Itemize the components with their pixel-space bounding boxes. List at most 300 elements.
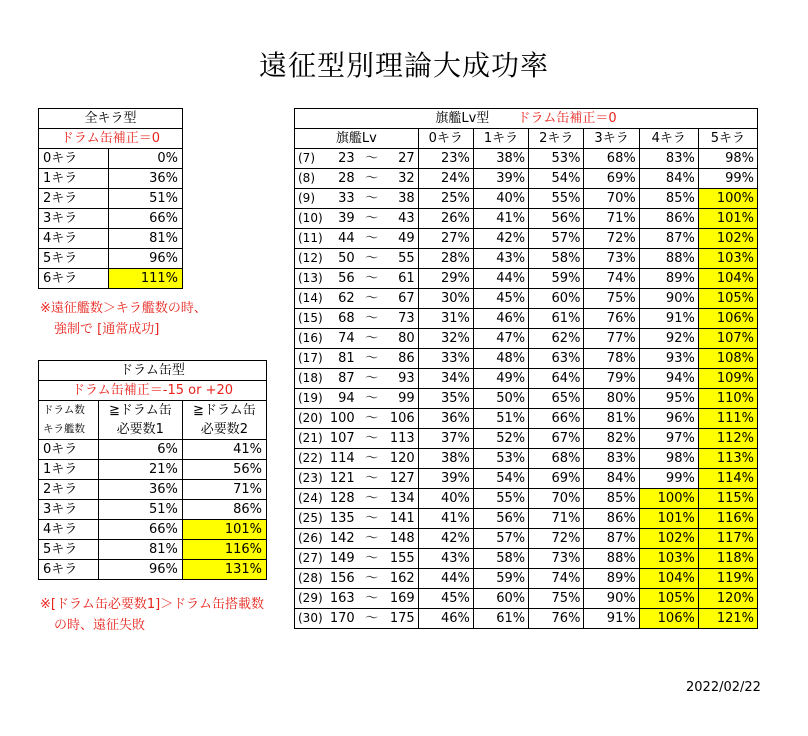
flagship-value: 107% xyxy=(698,329,757,349)
flagship-value: 86% xyxy=(584,509,639,529)
flagship-lv-min: 28 xyxy=(326,169,358,189)
flagship-value: 96% xyxy=(639,409,698,429)
flagship-lv-tilde: ～ xyxy=(358,529,386,549)
drum-value-2: 101% xyxy=(182,520,266,540)
flagship-value: 59% xyxy=(529,269,584,289)
all-kira-row xyxy=(39,269,183,289)
flagship-value: 89% xyxy=(639,269,698,289)
flagship-value: 33% xyxy=(418,349,473,369)
flagship-value: 28% xyxy=(418,249,473,269)
flagship-value: 46% xyxy=(418,609,473,629)
flagship-lv-min: 128 xyxy=(326,489,358,509)
flagship-lv-min: 68 xyxy=(326,309,358,329)
flagship-value: 25% xyxy=(418,189,473,209)
flagship-lv-max: 43 xyxy=(386,209,419,229)
all-kira-row xyxy=(39,169,183,189)
flagship-row xyxy=(295,429,758,449)
flagship-lv-max: 93 xyxy=(386,369,419,389)
flagship-lv-min: 170 xyxy=(326,609,358,629)
flagship-row-index: (12) xyxy=(295,249,326,269)
flagship-lv-max: 127 xyxy=(386,469,419,489)
all-kira-value: 66% xyxy=(108,209,182,229)
flagship-value: 56% xyxy=(473,509,528,529)
all-kira-row xyxy=(39,189,183,209)
flagship-row-index: (17) xyxy=(295,349,326,369)
drum-row xyxy=(39,520,267,540)
flagship-lv-min: 149 xyxy=(326,549,358,569)
flagship-lv-tilde: ～ xyxy=(358,409,386,429)
flagship-lv-tilde: ～ xyxy=(358,609,386,629)
flagship-value: 98% xyxy=(698,149,757,169)
flagship-value: 46% xyxy=(473,309,528,329)
all-kira-label: 1キラ xyxy=(39,169,109,189)
flagship-col-lv: 旗艦Lv xyxy=(295,129,419,149)
flagship-value: 112% xyxy=(698,429,757,449)
flagship-value: 85% xyxy=(584,489,639,509)
flagship-value: 61% xyxy=(529,309,584,329)
flagship-value: 76% xyxy=(529,609,584,629)
flagship-row-index: (13) xyxy=(295,269,326,289)
flagship-lv-min: 23 xyxy=(326,149,358,169)
flagship-value: 58% xyxy=(529,249,584,269)
flagship-lv-min: 142 xyxy=(326,529,358,549)
drum-label: 5キラ xyxy=(39,540,99,560)
flagship-value: 54% xyxy=(529,169,584,189)
flagship-lv-min: 156 xyxy=(326,569,358,589)
flagship-value: 104% xyxy=(639,569,698,589)
drum-row xyxy=(39,540,267,560)
flagship-value: 83% xyxy=(639,149,698,169)
flagship-value: 55% xyxy=(529,189,584,209)
flagship-lv-max: 169 xyxy=(386,589,419,609)
drum-col-label-top: ドラム数 xyxy=(39,401,99,421)
flagship-row-index: (28) xyxy=(295,569,326,589)
all-kira-row xyxy=(39,249,183,269)
flagship-table xyxy=(294,108,758,629)
all-kira-subheader: ドラム缶補正＝0 xyxy=(39,129,183,149)
flagship-value: 114% xyxy=(698,469,757,489)
flagship-lv-min: 33 xyxy=(326,189,358,209)
flagship-value: 81% xyxy=(584,409,639,429)
flagship-value: 87% xyxy=(639,229,698,249)
flagship-value: 105% xyxy=(698,289,757,309)
drum-label: 6キラ xyxy=(39,560,99,580)
flagship-row-index: (21) xyxy=(295,429,326,449)
flagship-value: 50% xyxy=(473,389,528,409)
flagship-row xyxy=(295,209,758,229)
flagship-value: 90% xyxy=(584,589,639,609)
flagship-value: 100% xyxy=(639,489,698,509)
flagship-value: 95% xyxy=(639,389,698,409)
flagship-value: 41% xyxy=(473,209,528,229)
flagship-value: 80% xyxy=(584,389,639,409)
flagship-lv-max: 134 xyxy=(386,489,419,509)
flagship-value: 38% xyxy=(418,449,473,469)
flagship-lv-max: 27 xyxy=(386,149,419,169)
flagship-value: 40% xyxy=(473,189,528,209)
flagship-row-index: (16) xyxy=(295,329,326,349)
flagship-value: 47% xyxy=(473,329,528,349)
drum-value-2: 41% xyxy=(182,440,266,460)
flagship-value: 113% xyxy=(698,449,757,469)
flagship-value: 79% xyxy=(584,369,639,389)
flagship-value: 118% xyxy=(698,549,757,569)
flagship-lv-tilde: ～ xyxy=(358,209,386,229)
flagship-lv-min: 81 xyxy=(326,349,358,369)
flagship-row-index: (24) xyxy=(295,489,326,509)
flagship-lv-min: 39 xyxy=(326,209,358,229)
all-kira-row xyxy=(39,229,183,249)
flagship-value: 106% xyxy=(639,609,698,629)
flagship-row xyxy=(295,269,758,289)
flagship-row-index: (26) xyxy=(295,529,326,549)
flagship-value: 83% xyxy=(584,449,639,469)
drum-label: 0キラ xyxy=(39,440,99,460)
flagship-row xyxy=(295,289,758,309)
flagship-lv-tilde: ～ xyxy=(358,589,386,609)
flagship-lv-max: 73 xyxy=(386,309,419,329)
flagship-value: 57% xyxy=(529,229,584,249)
flagship-value: 42% xyxy=(418,529,473,549)
flagship-lv-min: 62 xyxy=(326,289,358,309)
flagship-value: 101% xyxy=(698,209,757,229)
page-title: 遠征型別理論大成功率 xyxy=(258,49,549,82)
flagship-value: 61% xyxy=(473,609,528,629)
flagship-col-header: 5キラ xyxy=(698,129,757,149)
flagship-lv-tilde: ～ xyxy=(358,229,386,249)
drum-value-1: 21% xyxy=(98,460,182,480)
all-kira-label: 0キラ xyxy=(39,149,109,169)
flagship-lv-max: 86 xyxy=(386,349,419,369)
flagship-lv-min: 44 xyxy=(326,229,358,249)
flagship-lv-max: 120 xyxy=(386,449,419,469)
flagship-header: 旗艦Lv型 xyxy=(435,111,490,126)
flagship-lv-tilde: ～ xyxy=(358,429,386,449)
flagship-value: 91% xyxy=(639,309,698,329)
flagship-row-index: (14) xyxy=(295,289,326,309)
flagship-value: 57% xyxy=(473,529,528,549)
flagship-value: 71% xyxy=(529,509,584,529)
flagship-value: 99% xyxy=(698,169,757,189)
flagship-value: 87% xyxy=(584,529,639,549)
flagship-value: 110% xyxy=(698,389,757,409)
flagship-lv-max: 148 xyxy=(386,529,419,549)
drum-subheader: ドラム缶補正＝-15 or +20 xyxy=(39,381,267,401)
flagship-value: 60% xyxy=(473,589,528,609)
flagship-subheader: ドラム缶補正＝0 xyxy=(517,111,617,126)
all-kira-value: 36% xyxy=(108,169,182,189)
flagship-value: 32% xyxy=(418,329,473,349)
all-kira-note xyxy=(40,298,207,340)
flagship-lv-tilde: ～ xyxy=(358,309,386,329)
drum-note-line2: の時、遠征失敗 xyxy=(54,618,146,633)
flagship-value: 117% xyxy=(698,529,757,549)
flagship-value: 53% xyxy=(473,449,528,469)
drum-row xyxy=(39,480,267,500)
flagship-value: 70% xyxy=(529,489,584,509)
flagship-value: 89% xyxy=(584,569,639,589)
flagship-value: 111% xyxy=(698,409,757,429)
drum-value-2: 56% xyxy=(182,460,266,480)
flagship-value: 115% xyxy=(698,489,757,509)
flagship-lv-tilde: ～ xyxy=(358,289,386,309)
all-kira-label: 6キラ xyxy=(39,269,109,289)
drum-value-2: 86% xyxy=(182,500,266,520)
flagship-value: 24% xyxy=(418,169,473,189)
flagship-value: 121% xyxy=(698,609,757,629)
flagship-lv-min: 50 xyxy=(326,249,358,269)
flagship-lv-tilde: ～ xyxy=(358,269,386,289)
flagship-col-header: 3キラ xyxy=(584,129,639,149)
all-kira-table xyxy=(38,108,183,289)
drum-value-2: 116% xyxy=(182,540,266,560)
flagship-value: 119% xyxy=(698,569,757,589)
flagship-value: 86% xyxy=(639,209,698,229)
flagship-value: 65% xyxy=(529,389,584,409)
flagship-row xyxy=(295,309,758,329)
flagship-value: 77% xyxy=(584,329,639,349)
flagship-value: 74% xyxy=(529,569,584,589)
flagship-row xyxy=(295,449,758,469)
flagship-value: 62% xyxy=(529,329,584,349)
drum-row xyxy=(39,560,267,580)
flagship-value: 102% xyxy=(698,229,757,249)
all-kira-note-line1: ※遠征艦数＞キラ艦数の時、 xyxy=(40,301,207,316)
drum-col2-top: ≧ドラム缶 xyxy=(182,401,266,421)
flagship-row-index: (27) xyxy=(295,549,326,569)
flagship-value: 116% xyxy=(698,509,757,529)
flagship-value: 72% xyxy=(584,229,639,249)
flagship-value: 103% xyxy=(698,249,757,269)
flagship-lv-max: 32 xyxy=(386,169,419,189)
flagship-col-header: 2キラ xyxy=(529,129,584,149)
flagship-row-index: (30) xyxy=(295,609,326,629)
flagship-lv-max: 106 xyxy=(386,409,419,429)
flagship-value: 58% xyxy=(473,549,528,569)
flagship-value: 45% xyxy=(473,289,528,309)
flagship-lv-tilde: ～ xyxy=(358,189,386,209)
flagship-row xyxy=(295,329,758,349)
flagship-col-header: 4キラ xyxy=(639,129,698,149)
flagship-value: 51% xyxy=(473,409,528,429)
drum-note-line1: ※[ドラム缶必要数1]＞ドラム缶搭載数 xyxy=(40,597,265,612)
flagship-lv-min: 135 xyxy=(326,509,358,529)
flagship-value: 56% xyxy=(529,209,584,229)
flagship-lv-tilde: ～ xyxy=(358,349,386,369)
flagship-lv-max: 155 xyxy=(386,549,419,569)
all-kira-value: 0% xyxy=(108,149,182,169)
flagship-row-index: (23) xyxy=(295,469,326,489)
flagship-value: 40% xyxy=(418,489,473,509)
flagship-value: 105% xyxy=(639,589,698,609)
drum-value-1: 81% xyxy=(98,540,182,560)
flagship-lv-min: 163 xyxy=(326,589,358,609)
flagship-value: 74% xyxy=(584,269,639,289)
flagship-lv-max: 175 xyxy=(386,609,419,629)
drum-row xyxy=(39,440,267,460)
flagship-row xyxy=(295,469,758,489)
flagship-lv-tilde: ～ xyxy=(358,569,386,589)
flagship-lv-tilde: ～ xyxy=(358,369,386,389)
flagship-lv-tilde: ～ xyxy=(358,469,386,489)
flagship-lv-max: 67 xyxy=(386,289,419,309)
flagship-value: 52% xyxy=(473,429,528,449)
flagship-row xyxy=(295,249,758,269)
flagship-row-index: (15) xyxy=(295,309,326,329)
all-kira-header: 全キラ型 xyxy=(39,109,183,129)
drum-header: ドラム缶型 xyxy=(39,361,267,381)
drum-value-1: 6% xyxy=(98,440,182,460)
flagship-lv-max: 61 xyxy=(386,269,419,289)
drum-table xyxy=(38,360,267,580)
flagship-value: 41% xyxy=(418,509,473,529)
flagship-value: 104% xyxy=(698,269,757,289)
flagship-row-index: (8) xyxy=(295,169,326,189)
flagship-lv-tilde: ～ xyxy=(358,169,386,189)
date-label: 2022/02/22 xyxy=(686,680,761,695)
flagship-col-header: 1キラ xyxy=(473,129,528,149)
drum-label: 2キラ xyxy=(39,480,99,500)
flagship-value: 97% xyxy=(639,429,698,449)
flagship-lv-min: 87 xyxy=(326,369,358,389)
flagship-header-row xyxy=(295,109,758,129)
flagship-row xyxy=(295,549,758,569)
flagship-row xyxy=(295,569,758,589)
flagship-row-index: (18) xyxy=(295,369,326,389)
flagship-value: 48% xyxy=(473,349,528,369)
flagship-value: 60% xyxy=(529,289,584,309)
flagship-value: 78% xyxy=(584,349,639,369)
flagship-value: 99% xyxy=(639,469,698,489)
flagship-lv-max: 113 xyxy=(386,429,419,449)
flagship-lv-min: 74 xyxy=(326,329,358,349)
flagship-lv-min: 100 xyxy=(326,409,358,429)
drum-row xyxy=(39,500,267,520)
flagship-row-index: (7) xyxy=(295,149,326,169)
flagship-lv-tilde: ～ xyxy=(358,329,386,349)
flagship-value: 108% xyxy=(698,349,757,369)
flagship-row xyxy=(295,189,758,209)
flagship-lv-max: 162 xyxy=(386,569,419,589)
flagship-lv-tilde: ～ xyxy=(358,149,386,169)
flagship-value: 70% xyxy=(584,189,639,209)
flagship-row-index: (9) xyxy=(295,189,326,209)
flagship-value: 53% xyxy=(529,149,584,169)
drum-value-2: 131% xyxy=(182,560,266,580)
drum-value-1: 36% xyxy=(98,480,182,500)
flagship-row xyxy=(295,149,758,169)
drum-col1-bottom: 必要数1 xyxy=(98,420,182,440)
flagship-lv-min: 107 xyxy=(326,429,358,449)
flagship-row xyxy=(295,409,758,429)
flagship-lv-tilde: ～ xyxy=(358,389,386,409)
flagship-value: 59% xyxy=(473,569,528,589)
flagship-value: 49% xyxy=(473,369,528,389)
flagship-row xyxy=(295,609,758,629)
flagship-row xyxy=(295,369,758,389)
flagship-value: 73% xyxy=(529,549,584,569)
flagship-row xyxy=(295,229,758,249)
flagship-lv-tilde: ～ xyxy=(358,249,386,269)
flagship-value: 36% xyxy=(418,409,473,429)
flagship-value: 100% xyxy=(698,189,757,209)
flagship-row xyxy=(295,489,758,509)
flagship-value: 29% xyxy=(418,269,473,289)
drum-col1-top: ≧ドラム缶 xyxy=(98,401,182,421)
flagship-row xyxy=(295,169,758,189)
flagship-value: 44% xyxy=(473,269,528,289)
flagship-value: 30% xyxy=(418,289,473,309)
all-kira-note-line2: 強制で [通常成功] xyxy=(54,322,160,337)
all-kira-row xyxy=(39,149,183,169)
drum-value-2: 71% xyxy=(182,480,266,500)
flagship-value: 54% xyxy=(473,469,528,489)
flagship-col-header: 0キラ xyxy=(418,129,473,149)
flagship-lv-min: 121 xyxy=(326,469,358,489)
flagship-value: 37% xyxy=(418,429,473,449)
flagship-lv-max: 141 xyxy=(386,509,419,529)
flagship-value: 63% xyxy=(529,349,584,369)
flagship-lv-max: 55 xyxy=(386,249,419,269)
all-kira-value: 51% xyxy=(108,189,182,209)
drum-label: 1キラ xyxy=(39,460,99,480)
flagship-value: 55% xyxy=(473,489,528,509)
flagship-value: 38% xyxy=(473,149,528,169)
flagship-value: 42% xyxy=(473,229,528,249)
flagship-value: 109% xyxy=(698,369,757,389)
flagship-value: 64% xyxy=(529,369,584,389)
all-kira-value: 111% xyxy=(108,269,182,289)
drum-label: 3キラ xyxy=(39,500,99,520)
drum-col-label-bottom: キラ艦数 xyxy=(39,420,99,440)
flagship-value: 88% xyxy=(584,549,639,569)
all-kira-label: 5キラ xyxy=(39,249,109,269)
flagship-value: 91% xyxy=(584,609,639,629)
flagship-row xyxy=(295,389,758,409)
flagship-value: 76% xyxy=(584,309,639,329)
flagship-value: 84% xyxy=(639,169,698,189)
flagship-row-index: (29) xyxy=(295,589,326,609)
flagship-lv-min: 94 xyxy=(326,389,358,409)
flagship-value: 39% xyxy=(473,169,528,189)
all-kira-value: 81% xyxy=(108,229,182,249)
flagship-value: 120% xyxy=(698,589,757,609)
flagship-value: 82% xyxy=(584,429,639,449)
flagship-lv-tilde: ～ xyxy=(358,509,386,529)
flagship-lv-max: 80 xyxy=(386,329,419,349)
flagship-value: 72% xyxy=(529,529,584,549)
flagship-value: 43% xyxy=(473,249,528,269)
drum-label: 4キラ xyxy=(39,520,99,540)
flagship-value: 68% xyxy=(529,449,584,469)
flagship-value: 69% xyxy=(529,469,584,489)
flagship-value: 73% xyxy=(584,249,639,269)
flagship-value: 69% xyxy=(584,169,639,189)
drum-row xyxy=(39,460,267,480)
drum-value-1: 51% xyxy=(98,500,182,520)
flagship-value: 93% xyxy=(639,349,698,369)
flagship-value: 27% xyxy=(418,229,473,249)
flagship-value: 23% xyxy=(418,149,473,169)
flagship-row xyxy=(295,349,758,369)
flagship-value: 26% xyxy=(418,209,473,229)
flagship-value: 75% xyxy=(529,589,584,609)
flagship-value: 75% xyxy=(584,289,639,309)
flagship-lv-max: 49 xyxy=(386,229,419,249)
flagship-row-index: (11) xyxy=(295,229,326,249)
flagship-value: 101% xyxy=(639,509,698,529)
flagship-value: 31% xyxy=(418,309,473,329)
